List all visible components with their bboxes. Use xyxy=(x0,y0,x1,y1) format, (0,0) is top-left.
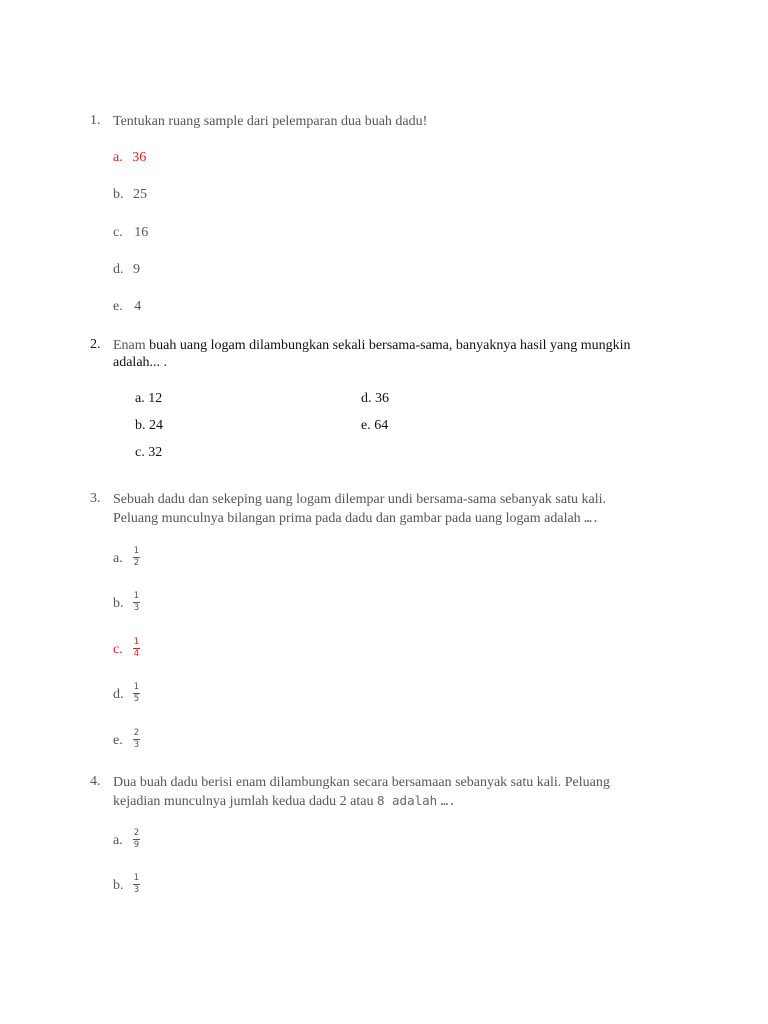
question-2-text-line2: adalah... . xyxy=(113,355,168,370)
option-value: 25 xyxy=(133,187,147,202)
question-2-text xyxy=(113,337,630,354)
q1-option-a[interactable] xyxy=(113,150,146,166)
question-4-text-line2 xyxy=(113,792,456,810)
question-3-text-line1: Sebuah dadu dan sekeping uang logam dilempar undi bersama-sama sebanyak satu kali. xyxy=(113,492,606,507)
option-value: 9 xyxy=(133,262,140,277)
q2-option-e[interactable]: e. 64 xyxy=(361,418,389,433)
q2-option-b[interactable]: b. 24 xyxy=(135,418,163,433)
q3-option-e-letter[interactable]: e. xyxy=(113,733,123,748)
question-3-ellipsis: …. xyxy=(584,510,600,525)
option-letter: a. xyxy=(113,150,123,165)
question-3-text-line2 xyxy=(113,509,599,527)
option-value: 16 xyxy=(134,225,149,240)
q4-option-a-letter[interactable]: a. xyxy=(113,833,123,848)
fraction-numerator: 2 xyxy=(133,828,140,838)
q1-option-e[interactable] xyxy=(113,299,141,315)
question-2-number: 2. xyxy=(90,337,101,352)
option-letter: e. xyxy=(113,299,123,314)
option-value: 36 xyxy=(132,150,147,165)
question-4-number: 4. xyxy=(90,774,101,789)
fraction-numerator: 1 xyxy=(133,591,140,601)
fraction-denominator: 5 xyxy=(133,694,140,704)
q2-option-d[interactable]: d. 36 xyxy=(361,391,389,406)
q3-option-d-fraction xyxy=(133,683,140,704)
q1-option-c[interactable] xyxy=(113,225,148,241)
q2-option-a[interactable]: a. 12 xyxy=(135,391,163,406)
question-4-text-line1: Dua buah dadu berisi enam dilambungkan secara bersamaan sebanyak satu kali. Peluang xyxy=(113,775,610,790)
question-4-text-body: kejadian munculnya jumlah kedua dadu 2 atau xyxy=(113,794,374,809)
q3-option-c-fraction xyxy=(133,638,140,659)
q3-option-b-fraction xyxy=(133,592,140,613)
q4-option-b-fraction xyxy=(133,874,140,895)
question-3-number: 3. xyxy=(90,491,101,506)
option-letter: b. xyxy=(113,187,124,202)
question-2-text-rest: buah uang logam dilambungkan sekali bersama-sama, banyaknya hasil yang mungkin xyxy=(149,338,631,353)
fraction-denominator: 3 xyxy=(133,603,140,613)
fraction-numerator: 1 xyxy=(133,546,140,556)
question-4-ellipsis: …. xyxy=(440,793,456,808)
q3-option-d-letter[interactable]: d. xyxy=(113,687,124,702)
question-4-text-mono: 8 adalah xyxy=(376,793,438,808)
fraction-denominator: 4 xyxy=(133,649,140,659)
q3-option-c-letter[interactable]: c. xyxy=(113,642,123,657)
fraction-numerator: 1 xyxy=(133,682,140,692)
q3-option-b-letter[interactable]: b. xyxy=(113,596,124,611)
question-1-text: Tentukan ruang sample dari pelemparan dua buah dadu! xyxy=(113,114,428,129)
fraction-numerator: 2 xyxy=(133,728,140,738)
q1-option-b[interactable] xyxy=(113,187,147,203)
question-3-text-body: Peluang munculnya bilangan prima pada dadu dan gambar pada uang logam adalah xyxy=(113,511,581,526)
fraction-denominator: 3 xyxy=(133,740,140,750)
fraction-denominator: 2 xyxy=(133,558,140,568)
question-1-number: 1. xyxy=(90,113,101,128)
q3-option-a-fraction xyxy=(133,547,140,568)
question-2-first-word: Enam xyxy=(113,338,146,353)
fraction-denominator: 9 xyxy=(133,840,140,850)
fraction-denominator: 3 xyxy=(133,885,140,895)
q1-option-d[interactable] xyxy=(113,262,140,278)
fraction-numerator: 1 xyxy=(133,873,140,883)
q4-option-a-fraction xyxy=(133,829,140,850)
q2-option-c[interactable]: c. 32 xyxy=(135,445,163,460)
q3-option-e-fraction xyxy=(133,729,140,750)
q3-option-a-letter[interactable]: a. xyxy=(113,551,123,566)
option-letter: c. xyxy=(113,225,123,240)
fraction-numerator: 1 xyxy=(133,637,140,647)
option-letter: d. xyxy=(113,262,124,277)
option-value: 4 xyxy=(134,299,142,314)
q4-option-b-letter[interactable]: b. xyxy=(113,878,124,893)
